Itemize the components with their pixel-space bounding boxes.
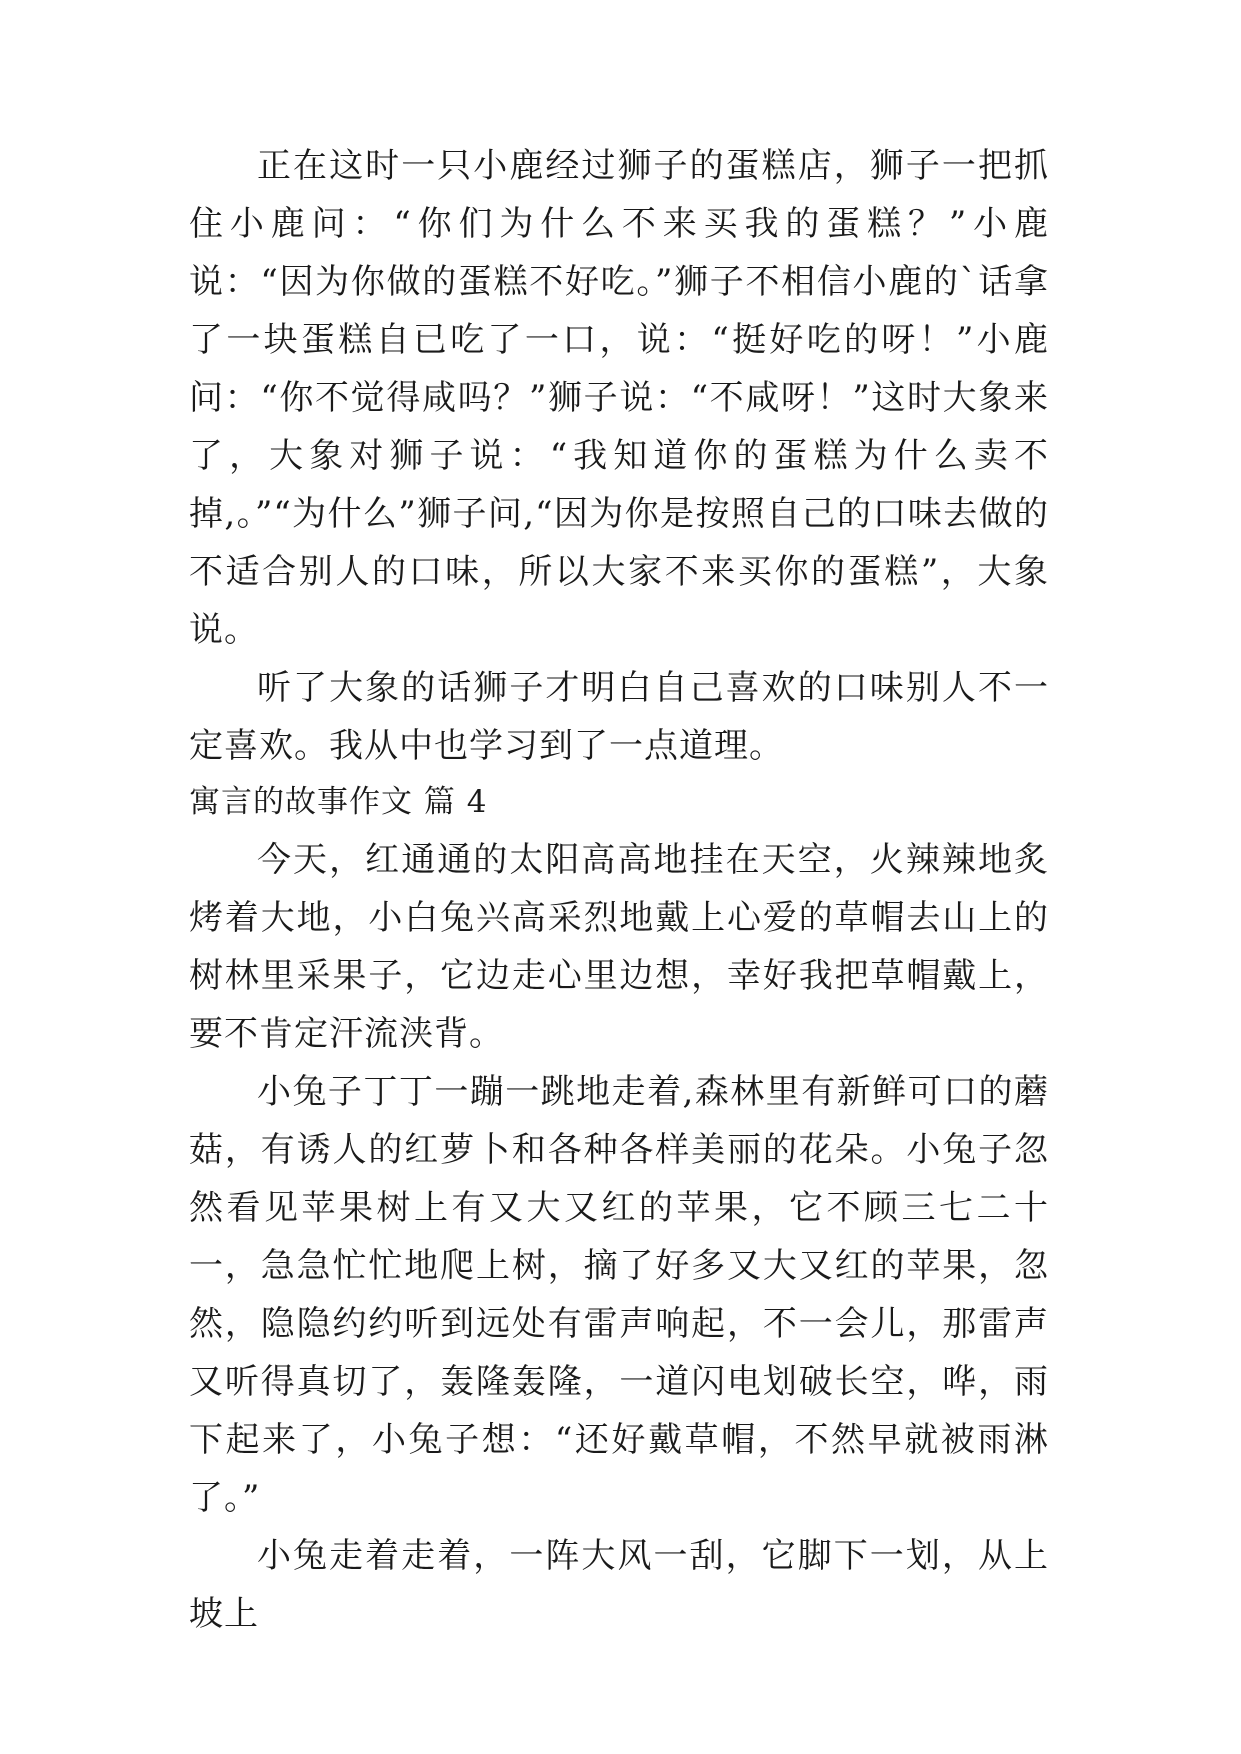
story-section-2 (189, 773, 1049, 1643)
paragraph-rabbit-wind: 小兔走着走着，一阵大风一刮，它脚下一划，从上坡上 (189, 1536, 1049, 1634)
section-heading: 寓言的故事作文 篇 4 (189, 784, 488, 820)
paragraph-rabbit-intro: 今天，红通通的太阳高高地挂在天空，火辣辣地炙烤着大地，小白兔兴高采烈地戴上心爱的草帽去山上的树林里采果子，它边走心里边想，幸好我把草帽戴上，要不肯定汗流浃背。 (189, 840, 1049, 1054)
paragraph-rabbit-rain: 小兔子丁丁一蹦一跳地走着,森林里有新鲜可口的蘑菇，有诱人的红萝卜和各种各样美丽的花朵。小兔子忽然看见苹果树上有又大又红的苹果，它不顾三七二十一，急急忙忙地爬上树，摘了好多又大又红的苹果，忽然，隐隐约约听到远处有雷声响起，不一会儿，那雷声又听得真切了，轰隆轰隆，一道闪电划破长空，哗，雨下起来了，小兔子想：“还好戴草帽，不然早就被雨淋了。” (189, 1072, 1049, 1518)
paragraph-lion-deer: 正在这时一只小鹿经过狮子的蛋糕店，狮子一把抓住小鹿问：“你们为什么不来买我的蛋糕？”小鹿说：“因为你做的蛋糕不好吃。”狮子不相信小鹿的`话拿了一块蛋糕自已吃了一口，说：“挺好吃的呀！”小鹿问：“你不觉得咸吗？”狮子说：“不咸呀！”这时大象来了，大象对狮子说：“我知道你的蛋糕为什么卖不掉,。”“为什么”狮子问,“因为你是按照自己的口味去做的不适合别人的口味，所以大家不来买你的蛋糕”，大象说。 (189, 146, 1049, 650)
story-section-1 (189, 137, 1049, 775)
paragraph-lion-lesson: 听了大象的话狮子才明白自己喜欢的口味别人不一定喜欢。我从中也学习到了一点道理。 (189, 668, 1049, 766)
